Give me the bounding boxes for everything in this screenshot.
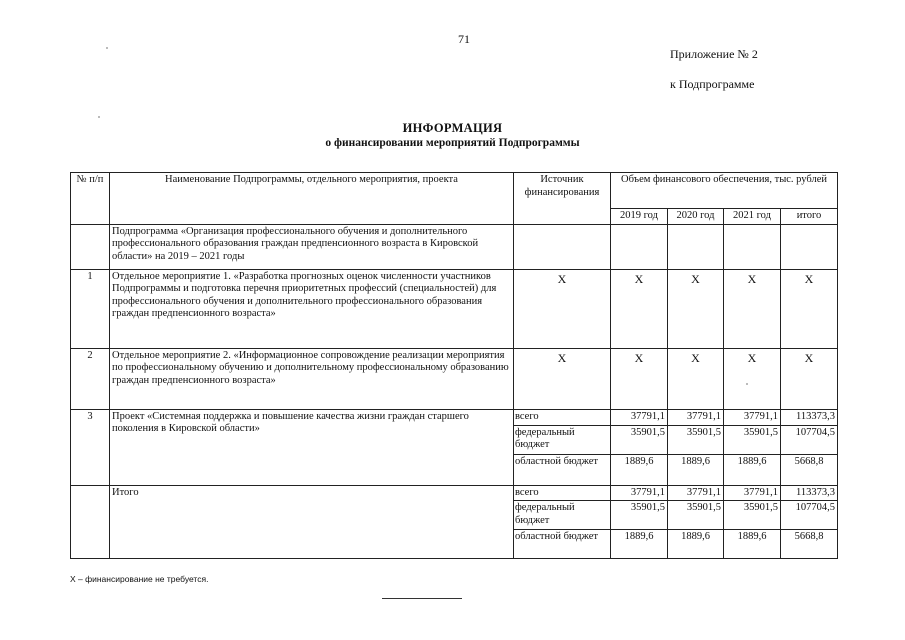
project-3-name: Проект «Системная поддержка и повышение качества жизни граждан старшего поколения в Кировской области»	[110, 409, 514, 485]
x-mark: X	[611, 269, 668, 348]
value-2020: 1889,6	[668, 530, 724, 559]
table-row-measure-1	[71, 269, 838, 348]
value-total: 5668,8	[781, 530, 838, 559]
x-mark: X	[781, 348, 838, 409]
table-row-program	[71, 224, 838, 269]
header-2019: 2019 год	[611, 209, 668, 225]
source-total: всего	[514, 409, 611, 425]
bottom-divider	[382, 598, 462, 599]
appendix-label: Приложение № 2	[670, 47, 758, 61]
cell-empty	[724, 224, 781, 269]
source-regional: областной бюджет	[514, 530, 611, 559]
header-source: Источник финансирования	[514, 173, 611, 225]
source-federal: федеральный бюджет	[514, 501, 611, 530]
value-total: 107704,5	[781, 501, 838, 530]
value-2019: 37791,1	[611, 485, 668, 501]
value-2020: 37791,1	[668, 409, 724, 425]
source-total: всего	[514, 485, 611, 501]
row-number: 3	[71, 409, 110, 485]
source-regional: областной бюджет	[514, 454, 611, 485]
value-2020: 35901,5	[668, 425, 724, 454]
total-label: Итого	[110, 485, 514, 559]
cell-empty	[514, 224, 611, 269]
value-2019: 35901,5	[611, 501, 668, 530]
measure-1-name: Отдельное мероприятие 1. «Разработка прогнозных оценок численности участников Подпрограммы и подготовка перечня приоритетных профессий (специальностей) для профессионального обучения и дополнительного профессионального образования граждан предпенсионного возраста»	[110, 269, 514, 348]
cell-empty	[781, 224, 838, 269]
measure-2-name: Отдельное мероприятие 2. «Информационное сопровождение реализации мероприятия по профессиональному обучению и дополнительному профессиональному образованию граждан предпенсионного возраста»	[110, 348, 514, 409]
header-name: Наименование Подпрограммы, отдельного мероприятия, проекта	[110, 173, 514, 225]
x-mark: X	[668, 348, 724, 409]
value-2021: 37791,1	[724, 485, 781, 501]
row-number: 1	[71, 269, 110, 348]
table-row-total	[71, 485, 838, 501]
document-title: ИНФОРМАЦИЯ	[402, 121, 503, 135]
scan-speck	[106, 47, 108, 49]
x-mark: X	[724, 348, 781, 409]
cell-empty	[611, 224, 668, 269]
footnote: Х – финансирование не требуется.	[70, 574, 209, 584]
header-2020: 2020 год	[668, 209, 724, 225]
x-mark: X	[668, 269, 724, 348]
value-2019: 1889,6	[611, 454, 668, 485]
scan-speck	[98, 116, 100, 118]
x-mark: X	[514, 348, 611, 409]
table-row-project-3	[71, 409, 838, 425]
header-volume: Объем финансового обеспечения, тыс. рублей	[611, 173, 838, 209]
value-2021: 35901,5	[724, 501, 781, 530]
value-2019: 35901,5	[611, 425, 668, 454]
row-number: 2	[71, 348, 110, 409]
cell-empty	[71, 485, 110, 559]
header-total: итого	[781, 209, 838, 225]
x-mark: X	[781, 269, 838, 348]
x-mark: X	[724, 269, 781, 348]
x-mark: X	[514, 269, 611, 348]
value-2019: 1889,6	[611, 530, 668, 559]
value-total: 113373,3	[781, 485, 838, 501]
value-2020: 1889,6	[668, 454, 724, 485]
value-2020: 35901,5	[668, 501, 724, 530]
value-2021: 37791,1	[724, 409, 781, 425]
header-row	[71, 173, 838, 209]
page-number: 71	[458, 32, 470, 46]
program-name: Подпрограмма «Организация профессионального обучения и дополнительного профессионального образования граждан предпенсионного возраста в Кировской области» на 2019 – 2021 годы	[110, 224, 514, 269]
source-federal: федеральный бюджет	[514, 425, 611, 454]
financing-table	[70, 172, 838, 559]
value-2019: 37791,1	[611, 409, 668, 425]
value-total: 107704,5	[781, 425, 838, 454]
value-total: 5668,8	[781, 454, 838, 485]
value-2021: 35901,5	[724, 425, 781, 454]
table-row-measure-2	[71, 348, 838, 409]
value-total: 113373,3	[781, 409, 838, 425]
value-2021: 1889,6	[724, 530, 781, 559]
value-2020: 37791,1	[668, 485, 724, 501]
document-subtitle: о финансировании мероприятий Подпрограммы	[325, 137, 580, 149]
appendix-reference: к Подпрограмме	[670, 77, 755, 91]
header-2021: 2021 год	[724, 209, 781, 225]
cell-empty	[668, 224, 724, 269]
x-mark: X	[611, 348, 668, 409]
header-num: № п/п	[71, 173, 110, 225]
value-2021: 1889,6	[724, 454, 781, 485]
cell-empty	[71, 224, 110, 269]
